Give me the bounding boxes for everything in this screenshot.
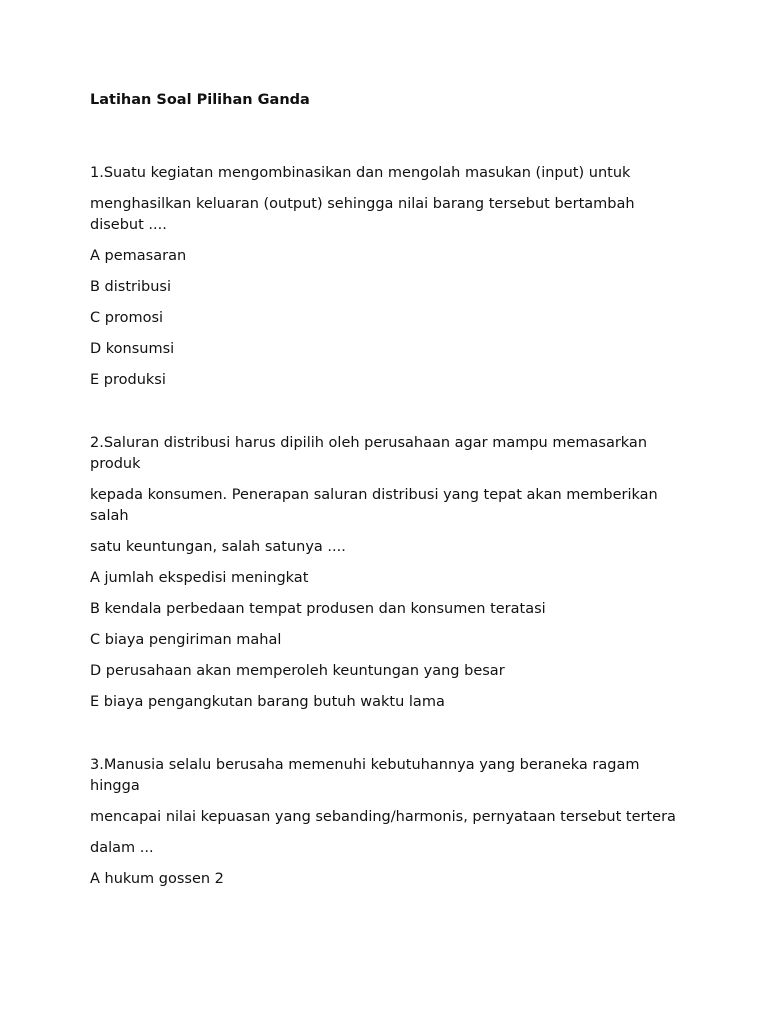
question-2-option-b: B kendala perbedaan tempat produsen dan konsumen teratasi [90, 601, 546, 617]
question-1 [90, 163, 680, 391]
question-2-option-c: C biaya pengiriman mahal [90, 632, 282, 648]
question-1-line-2: menghasilkan keluaran (output) sehingga nilai barang tersebut bertambah disebut .... [90, 196, 635, 233]
question-2-line-2: kepada konsumen. Penerapan saluran distribusi yang tepat akan memberikan salah [90, 487, 658, 524]
question-3-line-1: 3.Manusia selalu berusaha memenuhi kebutuhannya yang beraneka ragam hingga [90, 757, 640, 794]
question-2-option-d: D perusahaan akan memperoleh keuntungan yang besar [90, 663, 505, 679]
question-1-option-a: A pemasaran [90, 248, 187, 264]
question-2-line-3: satu keuntungan, salah satunya .... [90, 539, 346, 555]
question-1-option-c: C promosi [90, 310, 164, 326]
question-1-option-e: E produksi [90, 372, 166, 388]
document-page [90, 90, 680, 900]
question-3-line-3: dalam ... [90, 840, 154, 856]
question-2-line-1: 2.Saluran distribusi harus dipilih oleh perusahaan agar mampu memasarkan produk [90, 435, 648, 472]
question-1-option-b: B distribusi [90, 279, 171, 295]
question-1-line-1: 1.Suatu kegiatan mengombinasikan dan mengolah masukan (input) untuk [90, 165, 631, 181]
question-3 [90, 755, 680, 890]
document-title: Latihan Soal Pilihan Ganda [90, 92, 310, 108]
question-1-option-d: D konsumsi [90, 341, 175, 357]
question-2-option-a: A jumlah ekspedisi meningkat [90, 570, 309, 586]
question-3-option-a: A hukum gossen 2 [90, 871, 224, 887]
question-2-option-e: E biaya pengangkutan barang butuh waktu lama [90, 694, 445, 710]
question-2 [90, 433, 680, 713]
question-3-line-2: mencapai nilai kepuasan yang sebanding/harmonis, pernyataan tersebut tertera [90, 809, 676, 825]
